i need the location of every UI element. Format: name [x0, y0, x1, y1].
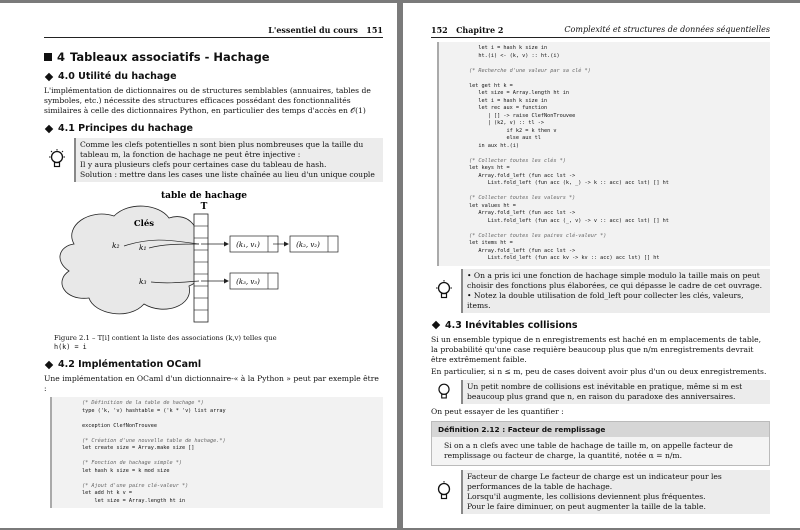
left-page-header — [44, 25, 383, 38]
code-line: (* Collecter toutes les valeurs *) — [469, 195, 576, 201]
paragraph-quantify: On peut essayer de les quantifier : — [431, 406, 564, 416]
figure-caption — [54, 334, 373, 352]
left-page — [0, 3, 397, 528]
header-title: L'essentiel du cours — [268, 25, 358, 35]
figure-T-label: T — [200, 202, 208, 212]
cell-k3-v3: (k₃, v₃) — [236, 278, 260, 286]
code-line: type ('k, 'v) hashtable = ('k * 'v) list array — [82, 407, 226, 414]
code-line: List.fold_left (fun acc (k, _) -> k :: acc) acc lst) [] ht — [469, 180, 669, 186]
remark-line: Facteur de charge Le facteur de charge est un indicateur pour les performances de la table de hachage. — [467, 471, 722, 491]
diamond-bullet-icon — [45, 124, 53, 132]
chapter-title: Tableaux associatifs - Hachage — [70, 50, 270, 64]
key-k1: k₁ — [139, 243, 147, 252]
section-heading-4-0 — [44, 71, 383, 82]
remark-box — [44, 138, 383, 182]
section-title: 4.3 Inévitables collisions — [445, 319, 578, 331]
code-line: let size = Array.length ht in — [469, 90, 569, 96]
cell-k1-v1: (k₁, v₁) — [236, 241, 260, 249]
remark-line: Solution : mettre dans les cases une liste chaînée au lieu d'un unique couple — [80, 170, 375, 179]
section-title: 4.0 Utilité du hachage — [58, 71, 177, 82]
code-line: Array.fold_left (fun acc lst -> — [469, 172, 576, 179]
remark-line: Un petit nombre de collisions est inévitable en pratique, même si m est beaucoup plus grand que n, en raison du paradoxe des anniversaires. — [461, 380, 770, 404]
lightbulb-icon — [44, 138, 70, 182]
header-page-number: 152 — [431, 25, 448, 35]
code-line: List.fold_left (fun acc kv -> kv :: acc) acc lst) [] ht — [469, 255, 660, 261]
figure-title: table de hachage — [161, 191, 247, 201]
code-line: let i = hash k size in — [469, 97, 548, 104]
code-line: (* Ajout d'une paire clé-valeur *) — [82, 482, 189, 489]
code-line — [82, 430, 383, 438]
header-page-number: 151 — [366, 25, 383, 35]
code-line — [469, 75, 770, 83]
code-line — [469, 60, 770, 68]
code-line: in aux ht.(i) — [469, 142, 519, 149]
diamond-bullet-icon — [45, 360, 53, 368]
code-line: let create size = Array.make size [] — [82, 445, 195, 451]
code-line — [469, 225, 770, 233]
code-line: (* Création d'une nouvelle table de hachage.*) — [82, 437, 226, 444]
section-title: 4.2 Implémentation OCaml — [58, 359, 202, 370]
lightbulb-icon — [431, 269, 457, 313]
definition-box — [431, 421, 770, 466]
section-heading-4-2 — [44, 359, 383, 370]
code-listing-right — [437, 42, 770, 266]
remark-line: • Notez la double utilisation de fold_left pour collecter les clés, valeurs, items. — [467, 290, 744, 310]
cles-label: Clés — [133, 219, 155, 229]
remark-box — [431, 470, 770, 514]
paragraph-collisions-1: Si un ensemble typique de n enregistrements est haché en m emplacements de table, la probabilité qu'une case requière beaucoup plus que n/m enregistrements devrait être extrêmement faible. — [431, 334, 762, 364]
code-line: let items ht = — [469, 240, 513, 246]
keys-cloud — [60, 206, 203, 314]
remark-line: • On a pris ici une fonction de hachage simple modulo la taille mais on peut choisir des fonctions plus élaborées, ce qui dépasse le cadre de cet ouvrage. — [467, 270, 763, 290]
header-title: Complexité et structures de données séquentielles — [564, 25, 770, 34]
hash-table-figure — [44, 186, 383, 330]
cell-k2-v2: (k₂, v₂) — [296, 241, 320, 249]
code-line: (* Collecter toutes les clés *) — [469, 157, 566, 164]
right-page-header — [431, 25, 770, 38]
code-line: let keys ht = — [469, 165, 510, 171]
remark-box — [431, 380, 770, 404]
definition-title: Définition 2.12 : Facteur de remplissage — [432, 422, 769, 437]
code-line — [82, 475, 383, 483]
lightbulb-icon — [431, 380, 457, 404]
code-line — [469, 188, 770, 196]
paragraph-implementation: Une implémentation en OCaml d'un dictionnaire-« à la Python » peut par exemple être : — [44, 374, 379, 393]
code-line: let rec aux = function — [469, 105, 548, 111]
code-line: | [] -> raise ClefNonTrouvee — [469, 112, 576, 119]
code-line: Array.fold_left (fun acc lst -> — [469, 247, 576, 254]
code-line: | (k2, v) :: tl -> — [469, 120, 544, 126]
chapter-heading — [44, 50, 383, 64]
code-line: let values ht = — [469, 202, 516, 209]
remark-line: Pour le faire diminuer, on peut augmenter la taille de la table. — [467, 501, 706, 511]
paragraph-utilite: L'implémentation de dictionnaires ou de structures semblables (annuaires, tables de symboles, etc.) nécessite des structures efficaces possédant des fonctionnalités similaires à celle des dictionnaires Python, en particulier des temps d'accès en 𝒪(1) — [44, 86, 371, 115]
code-line — [469, 150, 770, 158]
code-line: if k2 = k then v — [469, 127, 557, 134]
remark-line: Comme les clefs potentielles n sont bien plus nombreuses que la taille du tableau m, la fonction de hachage ne peut être injective : — [80, 140, 364, 159]
code-line: ht.(i) <- (k, v) :: ht.(i) — [469, 52, 560, 59]
code-line: let get ht k = — [469, 82, 513, 89]
code-line: let i = hash k size in — [469, 45, 548, 51]
code-line: else aux tl — [469, 135, 541, 141]
code-listing-left — [50, 397, 383, 508]
code-line: List.fold_left (fun acc (_, v) -> v :: acc) acc lst) [] ht — [469, 217, 669, 224]
table-T — [194, 214, 208, 322]
code-line: (* Recherche d'une valeur par sa clé *) — [469, 67, 591, 74]
code-line: (* Fonction de hachage simple *) — [82, 460, 182, 466]
key-k2: k₂ — [112, 241, 120, 250]
header-chapter: Chapitre 2 — [456, 25, 504, 35]
chapter-number: 4 — [57, 50, 66, 64]
code-line — [82, 453, 383, 461]
code-line: let size = Array.length ht in — [82, 497, 186, 504]
code-line: let add ht k v = — [82, 490, 132, 496]
right-page — [403, 3, 800, 528]
diamond-bullet-icon — [432, 321, 440, 329]
lightbulb-icon — [431, 470, 457, 514]
caption-line: Figure 2.1 – T[i] contient la liste des associations (k,v) telles que — [54, 334, 277, 342]
section-title: 4.1 Principes du hachage — [58, 123, 193, 134]
code-line: exception ClefNonTrouvee — [82, 422, 157, 429]
section-heading-4-1 — [44, 123, 383, 134]
code-line: Array.fold_left (fun acc lst -> — [469, 210, 576, 216]
section-heading-4-3 — [431, 320, 770, 331]
caption-line: h(k) = i — [54, 343, 87, 351]
paragraph-collisions-2: En particulier, si n ≤ m, peu de cases doivent avoir plus d'un ou deux enregistrements. — [431, 366, 767, 376]
code-line: (* Définition de la table de hachage *) — [82, 400, 204, 406]
key-k3: k₃ — [139, 277, 147, 286]
code-line — [82, 415, 383, 423]
remark-line: Lorsqu'il augmente, les collisions deviennent plus fréquentes. — [467, 491, 706, 501]
remark-box — [431, 269, 770, 313]
code-line: let hash k size = k mod size — [82, 467, 170, 474]
code-line: (* Collecter toutes les paires clé-valeur *) — [469, 232, 607, 239]
diamond-bullet-icon — [45, 72, 53, 80]
definition-text: Si on a n clefs avec une table de hachage de taille m, on appelle facteur de remplissage ou facteur de charge, la quantité, notée α = n/m. — [432, 437, 769, 465]
remark-line: Il y aura plusieurs clefs pour certaines case du tableau de hash. — [80, 160, 327, 169]
square-bullet-icon — [44, 53, 52, 61]
